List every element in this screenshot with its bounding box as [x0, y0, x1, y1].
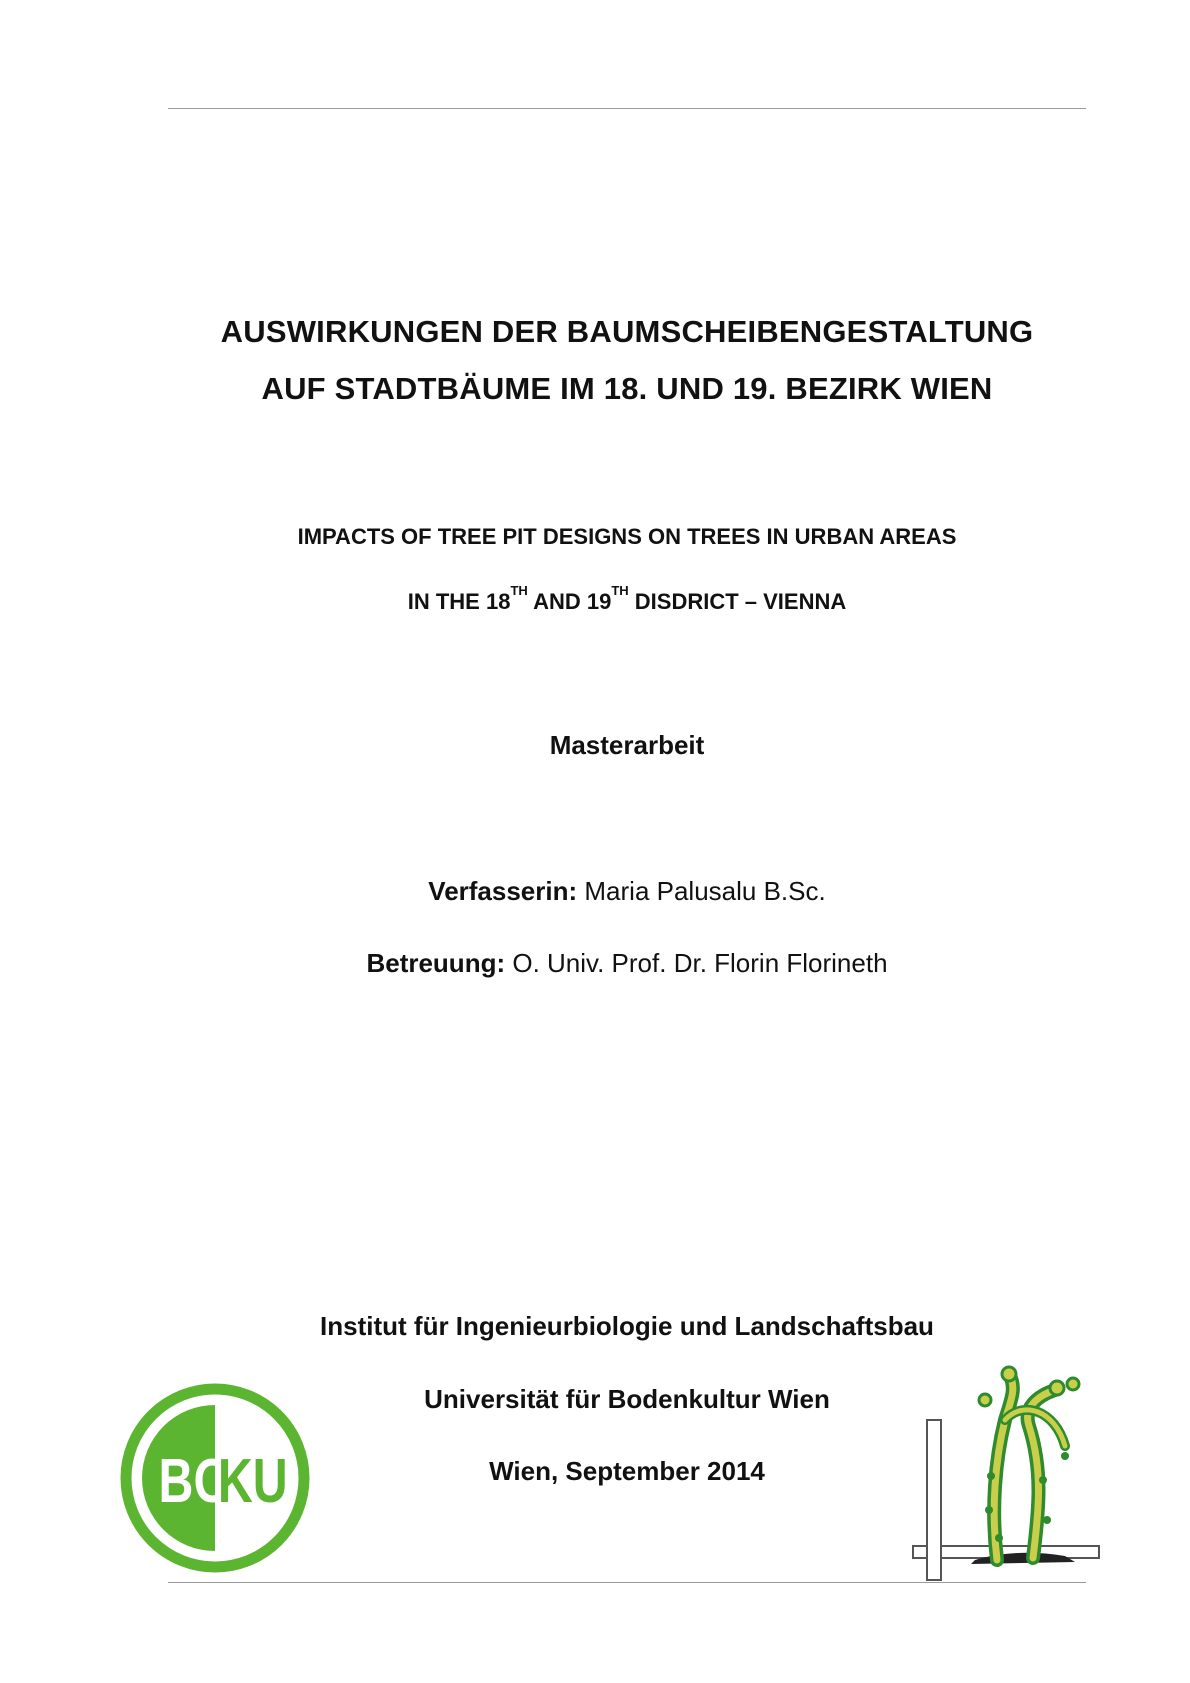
document-type: Masterarbeit	[549, 730, 705, 760]
bottom-divider	[168, 1582, 1086, 1583]
place-and-date: Wien, September 2014	[489, 1456, 765, 1486]
institute-name: Institut für Ingenieurbiologie und Landschaftsbau	[320, 1311, 934, 1341]
subtitle-part-2: AND 19	[527, 589, 612, 614]
title-line-2: AUF STADTBÄUME IM 18. UND 19. BEZIRK WIEN	[261, 371, 993, 406]
advisor-line	[0, 948, 1190, 979]
subtitle-part-3: DISDRICT – VIENNA	[628, 589, 847, 614]
author-line	[0, 876, 1190, 907]
svg-text:KU: KU	[217, 1446, 288, 1516]
author-name: Maria Palusalu B.Sc.	[584, 876, 826, 906]
advisor-label: Betreuung:	[366, 948, 506, 978]
boku-logo-icon	[118, 1381, 312, 1575]
subtitle-line-2	[0, 583, 1190, 615]
subtitle-line-1: IMPACTS OF TREE PIT DESIGNS ON TREES IN URBAN AREAS	[297, 524, 957, 549]
university-name: Universität für Bodenkultur Wien	[424, 1384, 830, 1414]
subtitle-superscript-1: TH	[510, 583, 528, 598]
boku-logo	[118, 1381, 312, 1575]
author-label: Verfasserin:	[428, 876, 578, 906]
subtitle-part-1: IN THE 18	[407, 589, 511, 614]
svg-text:BO: BO	[158, 1446, 232, 1516]
title-line-1: AUSWIRKUNGEN DER BAUMSCHEIBENGESTALTUNG	[220, 314, 1034, 349]
top-divider	[168, 108, 1086, 109]
subtitle-superscript-2: TH	[611, 583, 629, 598]
advisor-name: O. Univ. Prof. Dr. Florin Florineth	[512, 948, 888, 978]
tree-sapling-icon	[905, 1360, 1105, 1582]
